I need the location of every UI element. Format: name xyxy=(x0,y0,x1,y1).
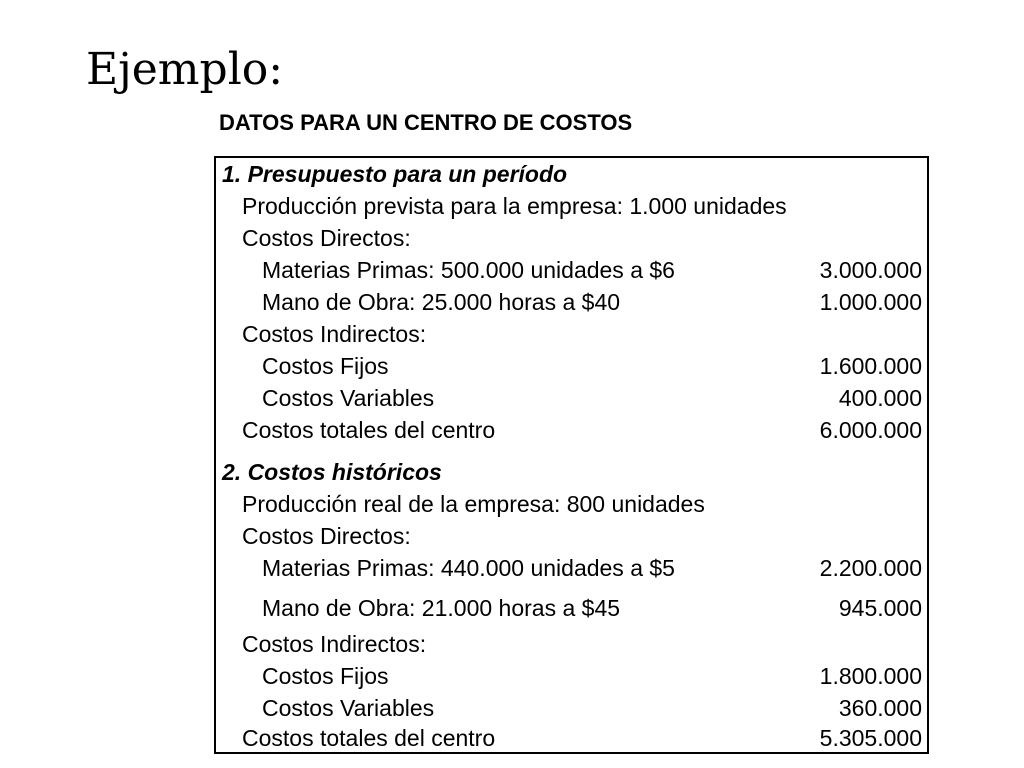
historical-variable-costs-row xyxy=(216,692,927,724)
slide-title: Ejemplo: xyxy=(86,44,284,95)
historical-raw-materials-label: Materias Primas: 440.000 unidades a $5 xyxy=(262,555,675,581)
budget-direct-costs-row xyxy=(216,222,927,254)
historical-raw-materials-row xyxy=(216,552,927,584)
budget-production: Producción prevista para la empresa: 1.000 unidades xyxy=(242,193,787,219)
cost-data-box xyxy=(214,156,929,754)
historical-labor-value: 945.000 xyxy=(838,595,922,621)
budget-production-row xyxy=(216,190,927,222)
historical-variable-costs-label: Costos Variables xyxy=(262,695,435,721)
budget-labor-label: Mano de Obra: 25.000 horas a $40 xyxy=(262,289,621,315)
budget-total-row xyxy=(216,414,927,446)
historical-total-label: Costos totales del centro xyxy=(242,725,496,751)
historical-fixed-costs-label: Costos Fijos xyxy=(262,663,389,689)
budget-variable-costs-value: 400.000 xyxy=(838,385,922,411)
budget-fixed-costs-value: 1.600.000 xyxy=(819,353,922,379)
budget-labor-row xyxy=(216,286,927,318)
budget-total-label: Costos totales del centro xyxy=(242,417,496,443)
budget-variable-costs-label: Costos Variables xyxy=(262,385,435,411)
budget-total-value: 6.000.000 xyxy=(819,417,922,443)
historical-production-row xyxy=(216,488,927,520)
slide-subtitle: DATOS PARA UN CENTRO DE COSTOS xyxy=(219,110,633,135)
budget-raw-materials-label: Materias Primas: 500.000 unidades a $6 xyxy=(262,257,675,283)
historical-direct-costs-label: Costos Directos: xyxy=(242,523,411,549)
historical-indirect-costs-label: Costos Indirectos: xyxy=(242,631,427,657)
budget-labor-value: 1.000.000 xyxy=(819,289,922,315)
budget-indirect-costs-row xyxy=(216,318,927,350)
budget-fixed-costs-row xyxy=(216,350,927,382)
historical-labor-row xyxy=(216,592,927,624)
budget-fixed-costs-label: Costos Fijos xyxy=(262,353,389,379)
budget-raw-materials-row xyxy=(216,254,927,286)
historical-raw-materials-value: 2.200.000 xyxy=(819,555,922,581)
historical-heading: 2. Costos históricos xyxy=(222,459,442,485)
budget-heading-row xyxy=(216,158,927,190)
budget-indirect-costs-label: Costos Indirectos: xyxy=(242,321,427,347)
budget-direct-costs-label: Costos Directos: xyxy=(242,225,411,251)
budget-heading: 1. Presupuesto para un período xyxy=(222,161,568,187)
historical-direct-costs-row xyxy=(216,520,927,552)
historical-indirect-costs-row xyxy=(216,628,927,660)
historical-fixed-costs-value: 1.800.000 xyxy=(819,663,922,689)
historical-labor-label: Mano de Obra: 21.000 horas a $45 xyxy=(262,595,621,621)
budget-variable-costs-row xyxy=(216,382,927,414)
historical-variable-costs-value: 360.000 xyxy=(838,695,922,721)
historical-heading-row xyxy=(216,456,927,488)
historical-total-row xyxy=(216,722,927,754)
historical-fixed-costs-row xyxy=(216,660,927,692)
budget-raw-materials-value: 3.000.000 xyxy=(819,257,922,283)
historical-total-value: 5.305.000 xyxy=(819,725,922,751)
historical-production: Producción real de la empresa: 800 unidades xyxy=(242,491,705,517)
